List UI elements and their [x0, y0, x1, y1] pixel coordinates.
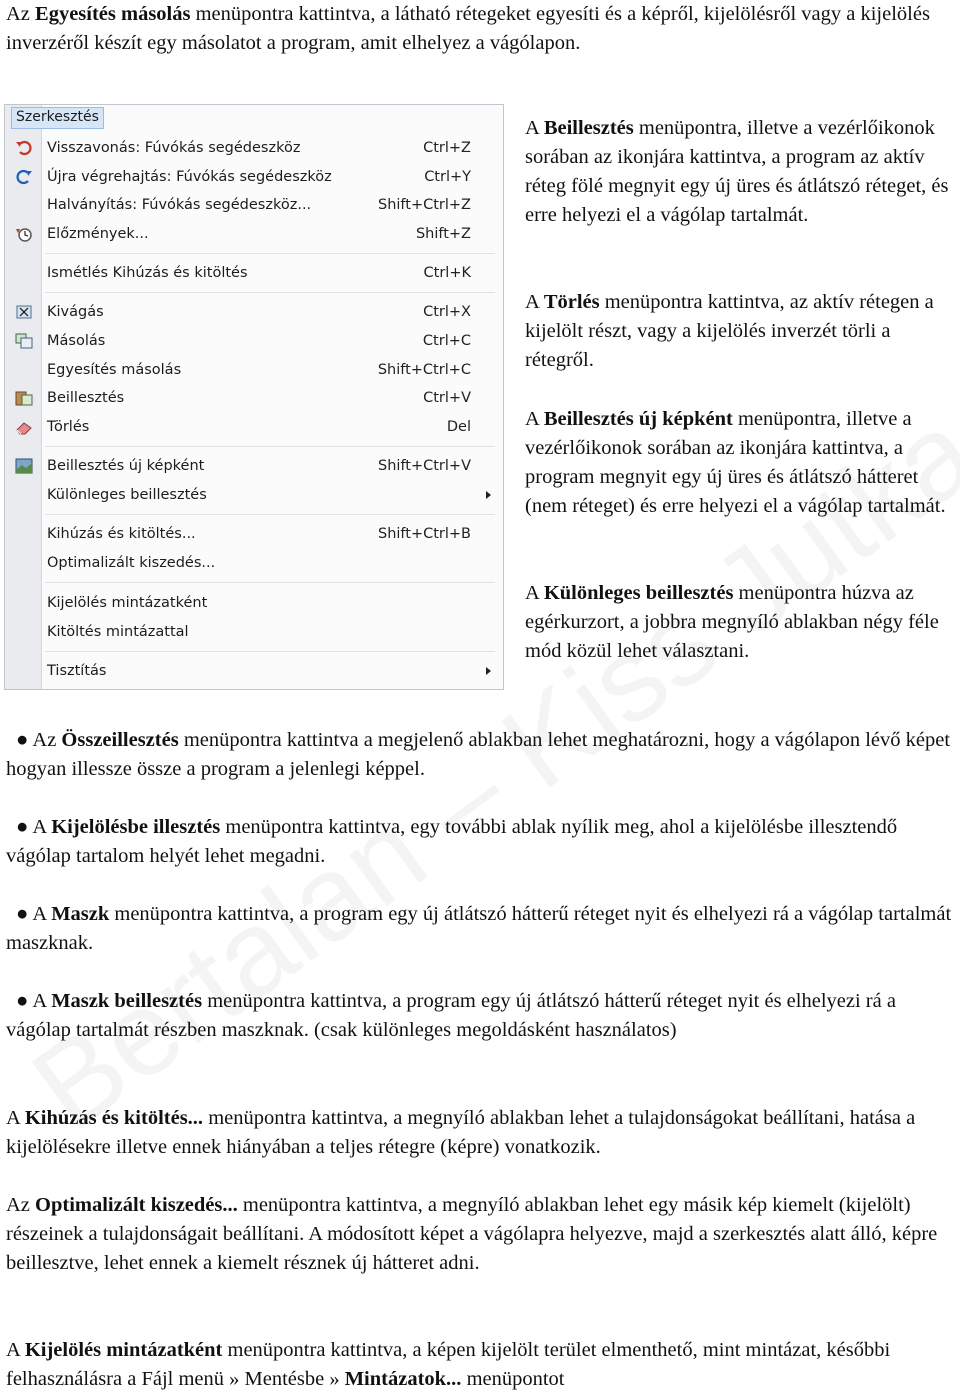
selection-as-pattern-paragraph: A Kijelölés mintázatként menüpontra kattintva, a képen kijelölt terület elmenthető, mint mintázat, későbbi felhasználásra a Fájl menü » Mentésbe » Mintázatok... menüpontot — [6, 1339, 891, 1390]
bullet-icon: ● — [16, 729, 29, 751]
bullet-paste-into-selection-paragraph: ● A Kijelölésbe illesztés menüpontra kattintva, egy további ablak nyílik meg, ahol a kijelölésbe illesztendő vágólap tartalom helyét lehet megadni. — [6, 816, 898, 867]
menu-separator — [45, 253, 495, 254]
intro-bold: Egyesítés másolás — [35, 3, 191, 25]
undo-icon — [15, 140, 33, 156]
menu-separator — [45, 292, 495, 293]
paste-icon — [15, 390, 33, 406]
submenu-arrow-icon — [486, 491, 491, 499]
stroke-fill-paragraph: A Kihúzás és kitöltés... menüpontra kattintva, a megnyíló ablakban lehet a tulajdonságokat beállítani, hatása a kijelölésekre illetve ennek hiányában a teljes rétegre (képre) vonatkozik. — [6, 1107, 916, 1158]
bullet-icon: ● — [16, 816, 29, 838]
menu-item-history[interactable]: Előzmények... Shift+Z — [5, 222, 503, 246]
menu-item-selection-as-pattern[interactable]: Kijelölés mintázatként — [47, 595, 208, 611]
menu-item-merged-copy[interactable]: Egyesítés másolás Shift+Ctrl+C — [47, 362, 471, 378]
bullet-merge-paragraph: ● Az Összeillesztés menüpontra kattintva a megjelenő ablakban lehet meghatározni, hogy a vágólapon lévő képet hogyan illessze össze a program a jelenlegi képpel. — [6, 729, 951, 780]
menu-item-special-paste[interactable]: Különleges beillesztés — [5, 483, 503, 507]
menu-item-clear[interactable]: Tisztítás — [5, 659, 503, 683]
optimized-extract-paragraph: Az Optimalizált kiszedés... menüpontra kattintva, a megnyíló ablakban lehet egy másik kép kiemelt (kijelölt) részeinek a tulajdonságait beállítani. A módosított képet a vágólapra helyezve, majd a szerkesztés alatt álló, képre beillesztve, lehet ennek a kiemelt résznek új hátteret adni. — [6, 1194, 938, 1274]
menu-item-paste[interactable]: Beillesztés Ctrl+V — [5, 386, 503, 410]
copy-icon — [15, 333, 33, 349]
delete-paragraph: A Törlés menüpontra kattintva, az aktív rétegen a kijelölt részt, vagy a kijelölés inverzét törli a rétegről. — [525, 291, 934, 371]
menu-item-fill-with-pattern[interactable]: Kitöltés mintázattal — [47, 624, 189, 640]
special-paste-paragraph: A Különleges beillesztés menüpontra húzva az egérkurzort, a jobbra megnyíló ablakban négy féle mód közül lehet választani. — [525, 582, 939, 662]
bullet-mask-paste-paragraph: ● A Maszk beillesztés menüpontra kattintva, a program egy új átlátszó hátterű réteget nyit és elhelyezi rá a vágólap tartalmát részben maszknak. (csak különleges megoldásként használatos) — [6, 990, 896, 1041]
edit-menu-screenshot — [4, 104, 504, 690]
bullet-mask-paragraph: ● A Maszk menüpontra kattintva, a program egy új átlátszó hátterű réteget nyit és elhelyezi rá a vágólap tartalmát maszknak. — [6, 903, 952, 954]
menu-item-copy[interactable]: Másolás Ctrl+C — [5, 329, 503, 353]
menu-item-fade[interactable]: Halványítás: Fúvókás segédeszköz... Shift+Ctrl+Z — [47, 197, 471, 213]
menu-item-repeat[interactable]: Ismétlés Kihúzás és kitöltés Ctrl+K — [47, 265, 471, 281]
menu-item-delete[interactable]: Törlés Del — [5, 415, 503, 439]
menu-separator — [45, 514, 495, 515]
intro-text-rest: menüpontra kattintva, a látható rétegeket egyesíti és a képről, kijelölésről vagy a kijelölés inverzéről készít egy másolatot a program, amit elhelyez a vágólapon. — [6, 3, 930, 54]
bullet-icon: ● — [16, 903, 29, 925]
eraser-icon — [15, 419, 33, 435]
redo-icon — [15, 169, 33, 185]
intro-paragraph — [6, 0, 952, 58]
paste-paragraph: A Beillesztés menüpontra, illetve a vezérlőikonok sorában az ikonjára kattintva, a program az aktív réteg fölé megnyit egy új üres és átlátszó réteget, és erre helyezi el a vágólap tartalmát. — [525, 117, 949, 226]
cut-icon — [15, 304, 33, 320]
menu-item-cut[interactable]: Kivágás Ctrl+X — [5, 300, 503, 324]
menu-item-paste-new-image[interactable]: Beillesztés új képként Shift+Ctrl+V — [5, 454, 503, 478]
menu-title[interactable]: Szerkesztés — [11, 107, 104, 129]
menu-item-stroke-fill[interactable]: Kihúzás és kitöltés... Shift+Ctrl+B — [47, 526, 471, 542]
menu-separator — [45, 651, 495, 652]
submenu-arrow-icon — [486, 667, 491, 675]
paste-new-image-icon — [15, 458, 33, 474]
menu-item-optimized-extract[interactable]: Optimalizált kiszedés... — [47, 555, 216, 571]
intro-text: Az — [6, 3, 36, 25]
bullet-icon: ● — [16, 990, 29, 1012]
menu-separator — [45, 582, 495, 583]
menu-item-redo[interactable]: Újra végrehajtás: Fúvókás segédeszköz Ctrl+Y — [5, 165, 503, 189]
menu-separator — [45, 446, 495, 447]
paste-new-image-paragraph: A Beillesztés új képként menüpontra, illetve a vezérlőikonok sorában az ikonjára kattintva, a program megnyit egy új üres és átlátszó hátteret (nem réteget) és erre helyezi el a vágólap tartalmát. — [525, 408, 946, 517]
menu-item-undo[interactable]: Visszavonás: Fúvókás segédeszköz Ctrl+Z — [5, 136, 503, 160]
history-icon — [15, 226, 33, 242]
